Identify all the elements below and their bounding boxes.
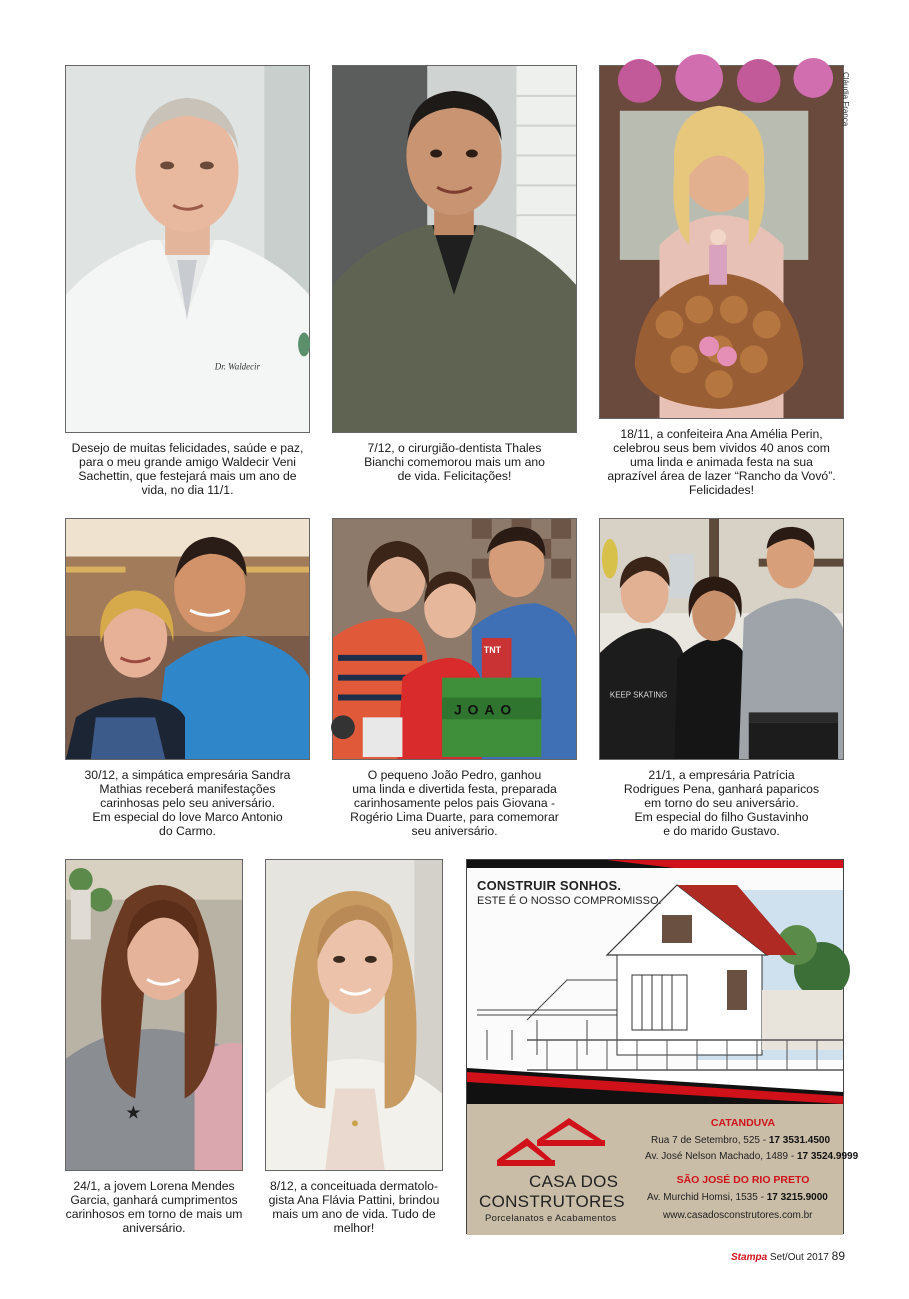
cake-topper-text: TNT — [483, 644, 502, 655]
ad-headline — [477, 878, 662, 907]
caption-line: vida, no dia 11/1. — [141, 483, 234, 497]
address-rio-preto: Av. Murchid Homsi, 1535 - 17 3215.9000 — [647, 1192, 828, 1203]
caption-line: Felicidades! — [688, 483, 755, 497]
caption-line: melhor! — [333, 1221, 375, 1235]
caption-line: carinhosamente pelos pais Giovana - — [353, 796, 556, 810]
page-number: 89 — [831, 1249, 845, 1263]
caption-line: em torno do seu aniversário. — [644, 796, 799, 810]
caption-line: Desejo de muitas felicidades, saúde e paz, — [71, 441, 304, 455]
ad-headline-1: CONSTRUIR SONHOS. — [477, 878, 622, 893]
caption-8 — [250, 1179, 458, 1235]
caption-line: Em especial do filho Gustavinho — [634, 810, 809, 824]
caption-line: Rogério Lima Duarte, para comemorar — [350, 810, 559, 824]
magazine-name: Stampa — [731, 1252, 768, 1263]
caption-line: uma linda e animada festa na sua — [630, 455, 813, 469]
caption-line: seu aniversário. — [411, 824, 498, 838]
caption-line: Garcia, ganhará cumprimentos — [70, 1193, 238, 1207]
coat-name-text: Dr. Waldecir — [214, 361, 260, 372]
caption-line: carinhosas pelo seu aniversário. — [100, 796, 275, 810]
advertisement-casa-dos-construtores — [466, 859, 859, 1234]
caption-line: mais um ano de vida. Tudo de — [272, 1207, 436, 1221]
photo-sandra-marco — [65, 518, 310, 760]
caption-line: Bianchi comemorou mais um ano — [364, 455, 545, 469]
address-catanduva-2: Av. José Nelson Machado, 1489 - 17 3524.9999 — [645, 1151, 859, 1162]
caption-line: e do marido Gustavo. — [663, 824, 780, 838]
caption-line: gista Ana Flávia Pattini, brindou — [268, 1193, 440, 1207]
shirt-text: KEEP SKATING — [609, 690, 668, 700]
photo-lorena — [65, 859, 243, 1171]
photo-ana-flavia — [265, 859, 443, 1171]
city-catanduva: CATANDUVA — [710, 1117, 776, 1129]
caption-line: aniversário. — [122, 1221, 186, 1235]
brand-tagline: Porcelanatos e Acabamentos — [485, 1213, 617, 1224]
caption-line: 30/12, a simpática empresária Sandra — [84, 768, 291, 782]
caption-line: 7/12, o cirurgião-dentista Thales — [367, 441, 542, 455]
brand-name-line2: CONSTRUTORES — [479, 1192, 625, 1211]
caption-line: 18/11, a confeiteira Ana Amélia Perin, — [620, 427, 823, 441]
caption-line: para o meu grande amigo Waldecir Veni — [78, 455, 296, 469]
photo-ana-amelia — [599, 65, 844, 419]
caption-4 — [55, 768, 320, 838]
brand-name-line1: CASA DOS — [529, 1172, 619, 1191]
caption-line: uma linda e divertida festa, preparada — [352, 782, 557, 796]
caption-2 — [322, 441, 587, 483]
caption-3 — [584, 427, 859, 497]
caption-line: Rodrigues Pena, ganhará paparicos — [623, 782, 820, 796]
caption-line: 21/1, a empresária Patrícia — [648, 768, 795, 782]
caption-line: Em especial do love Marco Antonio — [92, 810, 283, 824]
svg-text:★: ★ — [125, 1102, 142, 1123]
caption-line: aprazível área de lazer “Rancho da Vovó”. — [607, 469, 836, 483]
photo-credit: Cláudia França — [841, 72, 850, 127]
caption-line: de vida. Felicitações! — [397, 469, 512, 483]
caption-line: Sachettin, que festejará mais um ano de — [78, 469, 297, 483]
issue-date: Set/Out 2017 — [769, 1252, 829, 1263]
cake-letters-text: JOAO — [454, 701, 518, 718]
city-sao-jose-do-rio-preto: SÃO JOSÉ DO RIO PRETO — [676, 1174, 810, 1186]
caption-line: O pequeno João Pedro, ganhou — [367, 768, 542, 782]
caption-line: celebrou seus bem vividos 40 anos com — [613, 441, 830, 455]
photo-joao-pedro — [332, 518, 577, 760]
caption-line: do Carmo. — [159, 824, 216, 838]
page-footer — [731, 1249, 845, 1263]
caption-line: 8/12, a conceituada dermatolo- — [269, 1179, 439, 1193]
photo-waldecir — [65, 65, 310, 433]
ad-headline-2: ESTE É O NOSSO COMPROMISSO. — [477, 895, 662, 907]
caption-7 — [50, 1179, 258, 1235]
caption-line: Mathias receberá manifestações — [99, 782, 276, 796]
ad-website: www.casadosconstrutores.com.br — [663, 1210, 813, 1221]
photo-patricia-family — [599, 518, 844, 760]
photo-thales — [332, 65, 577, 433]
caption-1 — [55, 441, 320, 497]
caption-line: carinhosos em torno de mais um — [65, 1207, 243, 1221]
caption-line: 24/1, a jovem Lorena Mendes — [73, 1179, 235, 1193]
house-roof-logo-icon — [497, 1118, 607, 1170]
ad-contact-panel — [467, 1104, 859, 1235]
caption-5 — [322, 768, 587, 838]
address-catanduva-1: Rua 7 de Setembro, 525 - 17 3531.4500 — [651, 1135, 831, 1146]
caption-6 — [589, 768, 854, 838]
